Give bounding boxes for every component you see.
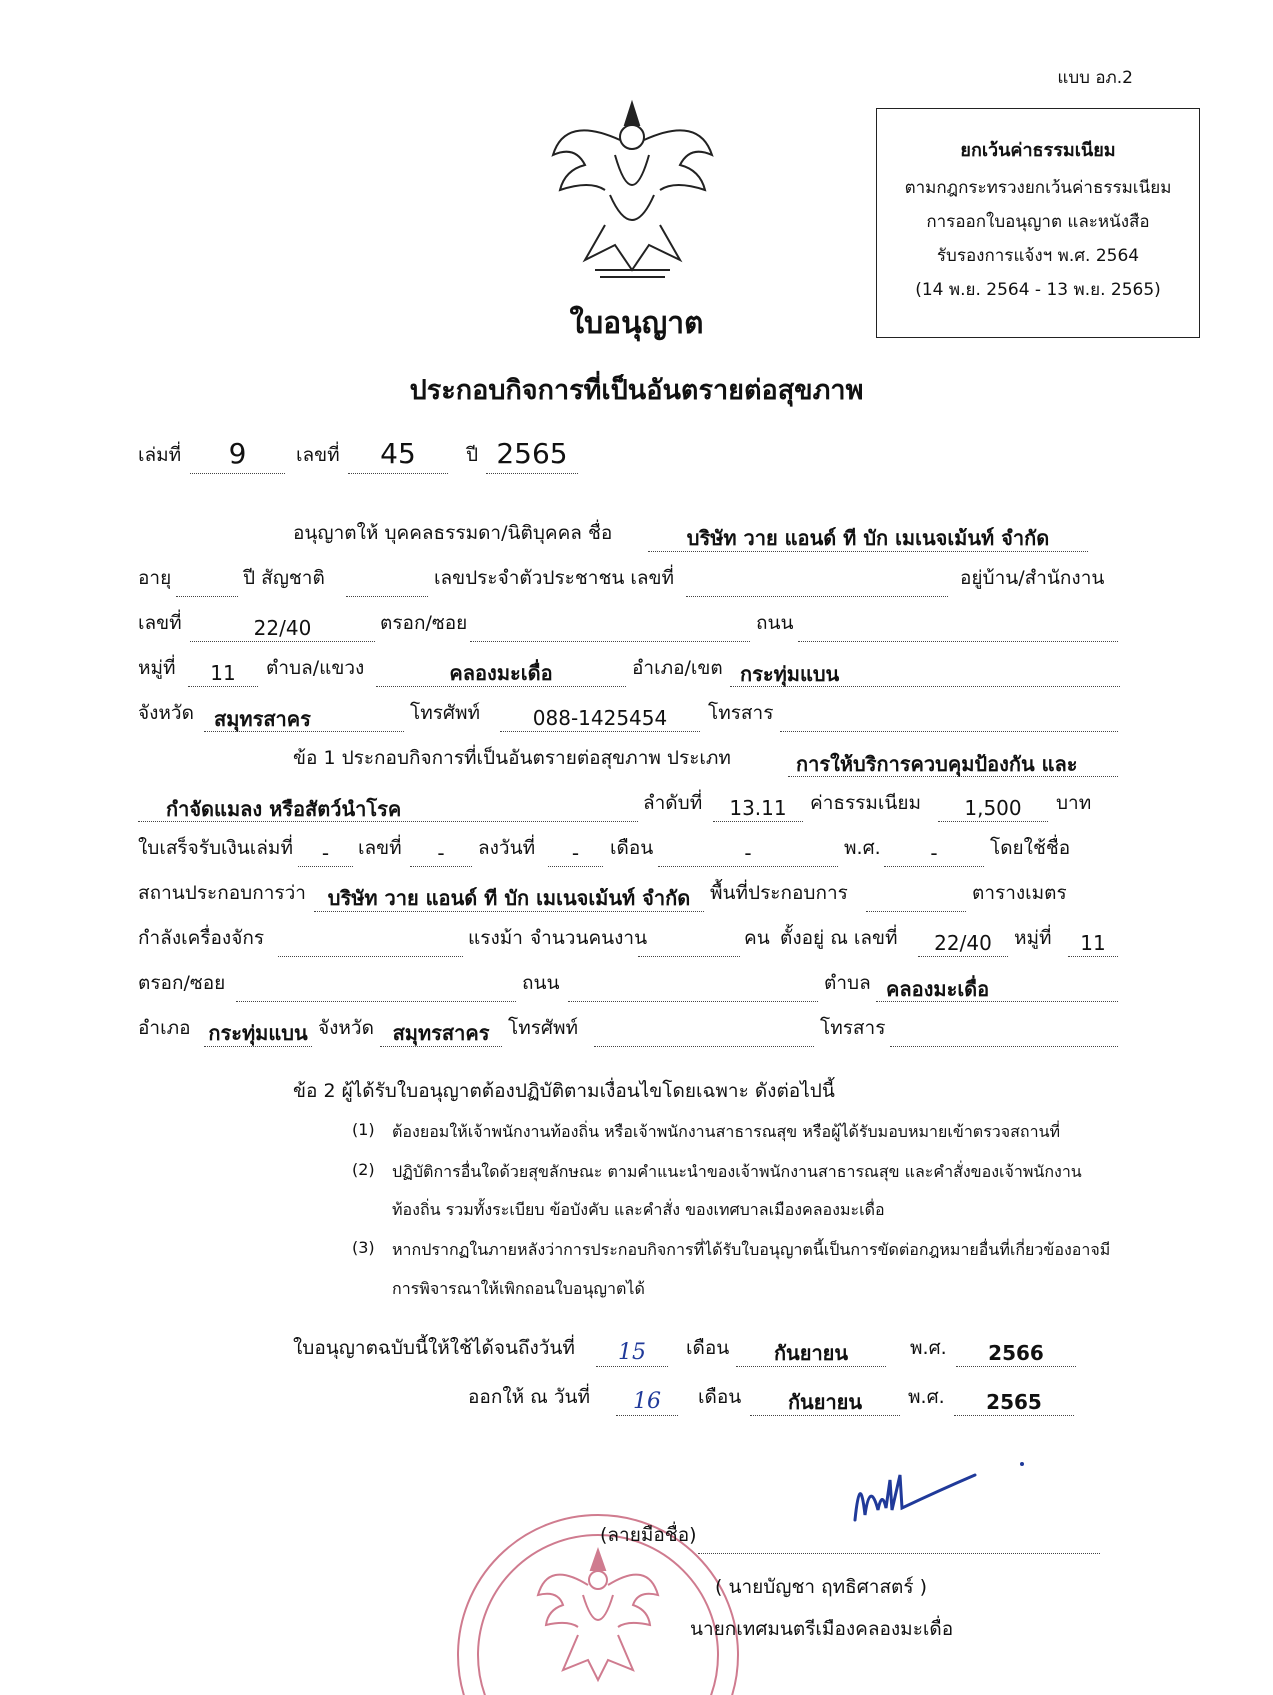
book-label: เล่มที่ [138, 444, 182, 466]
amphoe-label: อำเภอ [138, 1017, 191, 1039]
clause1-row-2 [138, 790, 1138, 822]
workers-value [638, 926, 740, 957]
clause2-heading: ข้อ 2 ผู้ได้รับใบอนุญาตต้องปฏิบัติตามเงื่อนไขโดยเฉพาะ ดังต่อไปนี้ [293, 1080, 835, 1102]
machine-location-row [138, 925, 1138, 957]
location-row-3 [138, 1015, 1138, 1047]
sqm-label: ตารางเมตร [972, 882, 1067, 904]
alley-value [470, 611, 750, 642]
receipt-date-label: ลงวันที่ [478, 837, 536, 859]
baht-label: บาท [1056, 792, 1092, 814]
address-row-3 [138, 700, 1138, 732]
exemption-line: รับรองการแจ้งฯ พ.ศ. 2564 [936, 246, 1140, 266]
receipt-be-label: พ.ศ. [844, 837, 881, 859]
location-no-value: 22/40 [918, 926, 1008, 957]
validity-month: กันยายน [736, 1336, 886, 1367]
condition-text: ท้องถิ่น รวมทั้งระเบียบ ข้อบังคับ และคำสั่ง ของเทศบาลเมืองคลองมะเดื่อ [392, 1200, 885, 1219]
moo2-label: หมู่ที่ [1014, 927, 1052, 949]
road-value [798, 611, 1118, 642]
garuda-emblem-icon [545, 95, 720, 285]
phone-value: 088-1425454 [500, 701, 700, 732]
validity-label: ใบอนุญาตฉบับนี้ให้ใช้ได้จนถึงวันที่ [293, 1337, 575, 1359]
validity-be-label: พ.ศ. [910, 1337, 947, 1359]
signer-position: นายกเทศมนตรีเมืองคลองมะเดื่อ [690, 1618, 954, 1640]
residence-label: อยู่บ้าน/สำนักงาน [960, 567, 1105, 589]
establishment-value: บริษัท วาย แอนด์ ที บัก เมเนจเม้นท์ จำกัด [314, 881, 704, 912]
sign-line [698, 1523, 1100, 1554]
moo-value: 11 [188, 656, 258, 687]
year-label: ปี [466, 444, 479, 466]
sign-label: (ลายมือชื่อ) [600, 1524, 697, 1546]
condition-text: การพิจารณาให้เพิกถอนใบอนุญาตได้ [392, 1279, 645, 1298]
house-no-value: 22/40 [190, 611, 375, 642]
condition-text: หากปรากฏในภายหลังว่าการประกอบกิจการที่ได้รับใบอนุญาตนี้เป็นการขัดต่อกฎหมายอื่นที่เกี่ยวข้องอาจมี [392, 1240, 1111, 1259]
receipt-book-label: ใบเสร็จรับเงินเล่มที่ [138, 837, 293, 859]
number-label: เลขที่ [296, 444, 340, 466]
address-row-1 [138, 610, 1138, 642]
holder-name: บริษัท วาย แอนด์ ที บัก เมเนจเม้นท์ จำกัด [648, 521, 1088, 552]
issued-row [138, 1384, 1138, 1416]
fee-label: ค่าธรรมเนียม [810, 792, 922, 814]
signature-line-row [138, 1522, 1138, 1554]
id-card-label: เลขประจำตัวประชาชน เลขที่ [434, 567, 675, 589]
alley2-label: ตรอก/ซอย [138, 972, 226, 994]
receipt-date-value: - [548, 836, 603, 867]
located-at-label: ตั้งอยู่ ณ เลขที่ [780, 927, 898, 949]
issued-day: 16 [616, 1385, 678, 1416]
validity-day: 15 [596, 1336, 668, 1367]
exemption-line: การออกใบอนุญาต และหนังสือ [926, 212, 1150, 232]
condition-number: (1) [352, 1120, 375, 1139]
business-type-line1: การให้บริการควบคุมป้องกัน และ [788, 747, 1118, 777]
clause1-row-1 [138, 745, 1138, 777]
fax-value [780, 701, 1118, 732]
location-moo-value: 11 [1068, 926, 1118, 957]
province2-label: จังหวัด [318, 1017, 374, 1039]
receipt-no-value: - [410, 836, 472, 867]
nationality-label: ปี สัญชาติ [243, 567, 325, 589]
receipt-no-label: เลขที่ [358, 837, 402, 859]
subdistrict-value: คลองมะเดื่อ [376, 656, 626, 687]
exemption-line: ตามกฎกระทรวงยกเว้นค่าธรรมเนียม [904, 178, 1172, 198]
signer-name: ( นายบัญชา ฤทธิศาสตร์ ) [715, 1576, 928, 1598]
validity-month-label: เดือน [686, 1337, 730, 1359]
using-name-label: โดยใช้ชื่อ [990, 837, 1071, 859]
year-value: 2565 [486, 435, 578, 474]
condition-text: ปฏิบัติการอื่นใดด้วยสุขลักษณะ ตามคำแนะนำของเจ้าพนักงานสาธารณสุข และคำสั่งของเจ้าพนักงาน [392, 1162, 1082, 1181]
subdistrict-label: ตำบล/แขวง [266, 657, 365, 679]
book-number-row [138, 437, 1138, 474]
permit-holder-row [138, 520, 1138, 552]
location-tambon-value: คลองมะเดื่อ [876, 972, 1118, 1002]
moo-label: หมู่ที่ [138, 657, 176, 679]
establishment-row [138, 880, 1138, 912]
fax2-label: โทรสาร [820, 1017, 886, 1039]
document-subtitle: ประกอบกิจการที่เป็นอันตรายต่อสุขภาพ [409, 375, 864, 406]
business-type-line2: กำจัดแมลง หรือสัตว์นำโรค [138, 792, 638, 822]
issued-year: 2565 [954, 1385, 1074, 1416]
persons-label: คน [744, 927, 770, 949]
receipt-book-value: - [298, 836, 353, 867]
area-value [866, 881, 966, 912]
exemption-title: ยกเว้นค่าธรรมเนียม [960, 140, 1116, 161]
receipt-row [138, 835, 1138, 867]
fax-label: โทรสาร [708, 702, 774, 724]
area-label: พื้นที่ประกอบการ [710, 882, 848, 904]
location-fax-value [890, 1016, 1118, 1047]
location-phone-value [594, 1016, 814, 1047]
receipt-month-label: เดือน [610, 837, 654, 859]
location-row-2 [138, 970, 1138, 1002]
condition-number: (3) [352, 1238, 375, 1257]
id-card-value [686, 566, 948, 597]
location-amphoe-value: กระทุ่มแบน [204, 1016, 312, 1047]
house-no-label: เลขที่ [138, 612, 182, 634]
issued-month-label: เดือน [698, 1386, 742, 1408]
tambon-label: ตำบล [824, 972, 871, 994]
number-value: 45 [348, 435, 448, 474]
issued-month: กันยายน [750, 1385, 900, 1416]
exemption-line: (14 พ.ย. 2564 - 13 พ.ย. 2565) [915, 280, 1161, 300]
permit-to-label: อนุญาตให้ บุคคลธรรมดา/นิติบุคคล ชื่อ [293, 522, 613, 544]
road-label: ถนน [756, 612, 794, 634]
condition-text: ต้องยอมให้เจ้าพนักงานท้องถิ่น หรือเจ้าพนักงานสาธารณสุข หรือผู้ได้รับมอบหมายเข้าตรวจสถานที่ [392, 1122, 1061, 1141]
age-value [176, 566, 238, 597]
validity-year: 2566 [956, 1336, 1076, 1367]
receipt-year-value: - [884, 836, 984, 867]
form-code: แบบ อภ.2 [1057, 68, 1133, 88]
phone-label: โทรศัพท์ [410, 702, 481, 724]
document-title: ใบอนุญาต [569, 306, 704, 341]
receipt-month-value: - [658, 836, 838, 867]
phone2-label: โทรศัพท์ [508, 1017, 579, 1039]
issued-label: ออกให้ ณ วันที่ [468, 1386, 591, 1408]
alley-label: ตรอก/ซอย [380, 612, 468, 634]
district-value: กระทุ่มแบน [730, 657, 1120, 687]
workers-label: จำนวนคนงาน [530, 927, 648, 949]
province-label: จังหวัด [138, 702, 194, 724]
road2-label: ถนน [522, 972, 560, 994]
machine-power-value [278, 926, 463, 957]
location-road-value [568, 971, 818, 1002]
location-alley-value [236, 971, 516, 1002]
district-label: อำเภอ/เขต [632, 657, 723, 679]
issued-be-label: พ.ศ. [908, 1386, 945, 1408]
book-value: 9 [190, 435, 285, 474]
validity-row [138, 1335, 1138, 1367]
location-province-value: สมุทรสาคร [380, 1016, 502, 1047]
address-row-2 [138, 655, 1138, 687]
order-no-value: 13.11 [713, 791, 803, 822]
age-label: อายุ [138, 567, 172, 589]
handwritten-signature-icon [850, 1460, 1030, 1530]
fee-value: 1,500 [938, 791, 1048, 822]
official-seal-icon [448, 1455, 748, 1695]
identity-row [138, 565, 1138, 597]
province-value: สมุทรสาคร [204, 702, 404, 732]
nationality-value [346, 566, 428, 597]
establishment-label: สถานประกอบการว่า [138, 882, 306, 904]
machine-power-label: กำลังเครื่องจักร [138, 927, 265, 949]
hp-label: แรงม้า [468, 927, 523, 949]
condition-number: (2) [352, 1160, 375, 1179]
clause1-label: ข้อ 1 ประกอบกิจการที่เป็นอันตรายต่อสุขภาพ ประเภท [293, 747, 731, 769]
order-no-label: ลำดับที่ [643, 792, 703, 814]
